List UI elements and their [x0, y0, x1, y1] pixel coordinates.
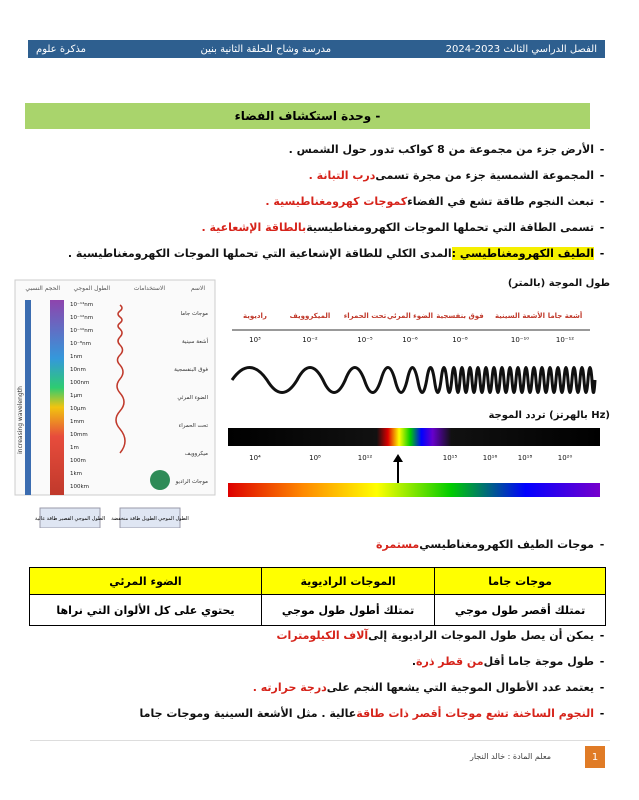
frequency-tick: 10¹⁶: [482, 454, 498, 462]
left-band-label: موجات الراديو: [175, 479, 208, 485]
wavelength-tick: 10⁻¹²: [555, 336, 575, 344]
header-school: مدرسة وشاح للحلقة الثانية بنين: [200, 43, 332, 55]
fact-bullet-item: [30, 674, 610, 700]
left-header-4: الحجم النسبي: [25, 285, 60, 292]
table-header-radio: الموجات الراديوية: [261, 568, 434, 595]
frequency-title: تردد الموجة (بالهرتز Hz): [488, 410, 610, 421]
left-band-label: موجات جاما: [180, 311, 208, 317]
wavelength-tick: 10³: [249, 336, 261, 344]
bullet-dash: -: [599, 680, 605, 694]
wavelength-tick: 10⁻⁶: [402, 336, 418, 344]
fact-bullet-text: درجة حرارته .: [252, 680, 327, 694]
intro-bullet-text: المدى الكلي للطاقة الإشعاعية التي تحملها الموجات الكهرومغناطيسية .: [67, 246, 452, 260]
left-tick: 10⁻¹²nm: [70, 315, 94, 321]
left-tick: 10mm: [70, 432, 88, 438]
fact-bullet-text: النجوم الساخنة تشع موجات أقصر ذات طاقة: [356, 706, 594, 720]
fact-bullet-text: يمكن أن يصل طول الموجات الراديوية إلى: [368, 628, 594, 642]
rainbow-bar: [228, 483, 600, 497]
wavelength-tick: 10⁻¹⁰: [510, 336, 530, 344]
table-cell-gamma: تمتلك أقصر طول موجي: [435, 595, 606, 626]
table-header-gamma: موجات جاما: [435, 568, 606, 595]
bullet-dash: -: [599, 654, 605, 668]
band-label: فوق بنفسجية: [436, 312, 484, 320]
left-tick: 1nm: [70, 354, 83, 360]
bullet-dash: -: [599, 246, 605, 260]
legend-short-text: الطول الموجي القصير طاقة عالية: [34, 516, 106, 522]
left-tick: 10⁻¹⁴nm: [70, 302, 94, 308]
unit-title-text: - وحدة استكشاف الفضاء: [234, 109, 381, 123]
teacher-name: معلم المادة : خالد النجار: [470, 752, 552, 761]
left-tick: 10μm: [70, 406, 86, 412]
left-band-label: فوق البنفسجية: [174, 367, 208, 373]
em-spectrum-figure: [10, 270, 620, 528]
unit-title: [25, 103, 590, 129]
left-tick: 100km: [70, 484, 90, 490]
left-tick: 100nm: [70, 380, 90, 386]
fact-bullet-item: [30, 622, 610, 648]
left-tick: 10⁻¹⁰nm: [70, 328, 94, 334]
header-term: الفصل الدراسي الثالث 2023-2024: [445, 43, 597, 55]
fact-bullet-item: [30, 700, 610, 726]
band-label: تحت الحمراء: [343, 312, 387, 320]
intro-bullet-text: الطيف الكهرومغناطيسي :: [451, 246, 594, 260]
bullet-dash: -: [599, 142, 605, 156]
intro-bullet-text: الأرض جزء من مجموعة من 8 كواكب تدور حول الشمس .: [288, 142, 594, 156]
left-tick: 100m: [70, 458, 86, 464]
table-header-visible: الضوء المرئي: [30, 568, 262, 595]
earth-graphic: [150, 470, 170, 490]
fact-bullet-text: .: [411, 654, 416, 668]
intro-bullet-item: [30, 188, 610, 214]
frequency-tick: 10²⁰: [557, 454, 573, 462]
bullet-list-facts: [30, 622, 610, 726]
band-label: الضوء المرئي: [386, 312, 434, 320]
intro-bullet-text: كموجات كهرومغناطيسية .: [265, 194, 408, 208]
intro-bullet-text: درب التبانة .: [308, 168, 376, 182]
footer-divider: [30, 740, 610, 741]
fact-bullet-text: يعتمد عدد الأطوال الموجية التي يشعها النجم على: [326, 680, 594, 694]
frequency-tick: 10⁸: [309, 454, 321, 462]
left-axis-label: increasing wavelength: [17, 386, 24, 454]
left-spectrum-bar: [50, 300, 64, 495]
visible-arrowhead: [393, 454, 403, 462]
left-header-3: الطول الموجي: [73, 285, 110, 292]
header-subject: مذكرة علوم: [36, 43, 86, 55]
frequency-tick: 10¹⁸: [517, 454, 533, 462]
left-band-label: ميكروويف: [184, 451, 208, 457]
fact-bullet-text: طول موجة جاما أقل: [483, 654, 594, 668]
intro-bullet-text: بالطاقة الإشعاعية .: [201, 220, 307, 234]
left-tick: 1mm: [70, 419, 85, 425]
band-label: راديوية: [243, 312, 267, 320]
left-header-2: الاستخدامات: [133, 285, 165, 292]
left-band-label: الضوء المرئي: [177, 395, 208, 401]
band-label: الميكروويف: [289, 312, 331, 320]
section-heading-red: مستمرة: [376, 538, 420, 551]
left-band-label: أشعة سينية: [181, 339, 208, 345]
fact-bullet-text: آلاف الكيلومترات: [276, 628, 369, 642]
wavelength-tick: 10⁻⁸: [452, 336, 468, 344]
wave-comparison-table: [29, 567, 606, 626]
frequency-tick: 10¹²: [357, 454, 373, 462]
wavelength-title: طول الموجة (بالمتر): [507, 278, 610, 289]
page-number: 1: [585, 746, 605, 768]
bullet-dash: -: [599, 628, 605, 642]
table-cell-visible: يحتوي على كل الألوان التي نراها: [30, 595, 262, 626]
section-dash: -: [599, 538, 605, 551]
band-label: الأشعة السينية: [494, 312, 546, 320]
wavelength-tick: 10⁻²: [302, 336, 318, 344]
left-tick: 10nm: [70, 367, 86, 373]
left-tick: 1m: [70, 445, 79, 451]
intro-bullet-item: [30, 240, 610, 266]
page-header: [28, 40, 605, 58]
section-heading: [30, 538, 610, 551]
table-header-row: [30, 568, 606, 595]
frequency-tick: 10⁴: [249, 454, 261, 462]
intro-bullet-text: المجموعة الشمسية جزء من مجرة تسمى: [375, 168, 594, 182]
left-tick: 10⁻⁸nm: [70, 341, 91, 347]
bullet-dash: -: [599, 194, 605, 208]
section-heading-text: موجات الطيف الكهرومغناطيسي: [419, 538, 594, 551]
left-tick: 1km: [70, 471, 83, 477]
fact-bullet-text: عالية . مثل الأشعة السينية وموجات جاما: [139, 706, 357, 720]
table-cell-radio: تمتلك أطول طول موجي: [261, 595, 434, 626]
intro-bullet-text: تسمى الطاقة التي تحملها الموجات الكهرومغناطيسية: [306, 220, 594, 234]
table-row: [30, 595, 606, 626]
intro-bullet-text: تبعث النجوم طاقة تشع في الفضاء: [407, 194, 594, 208]
fact-bullet-item: [30, 648, 610, 674]
bullet-dash: -: [599, 220, 605, 234]
bullet-dash: -: [599, 706, 605, 720]
left-band-label: تحت الحمراء: [178, 423, 208, 429]
spectrum-bar: [228, 428, 600, 446]
frequency-tick: 10¹⁵: [442, 454, 458, 462]
wavelength-tick: 10⁻⁵: [357, 336, 373, 344]
band-label: أشعة جاما: [547, 312, 583, 320]
fact-bullet-text: من قطر ذرة: [416, 654, 484, 668]
intro-bullet-item: [30, 214, 610, 240]
bullet-list-intro: [30, 136, 610, 266]
left-header-1: الاسم: [190, 285, 205, 292]
intro-bullet-item: [30, 162, 610, 188]
legend-long-text: الطول الموجي الطويل طاقة منخفضة: [111, 516, 189, 522]
wave-graphic: [232, 368, 595, 393]
intro-bullet-item: [30, 136, 610, 162]
left-tick: 1μm: [70, 393, 83, 399]
bullet-dash: -: [599, 168, 605, 182]
